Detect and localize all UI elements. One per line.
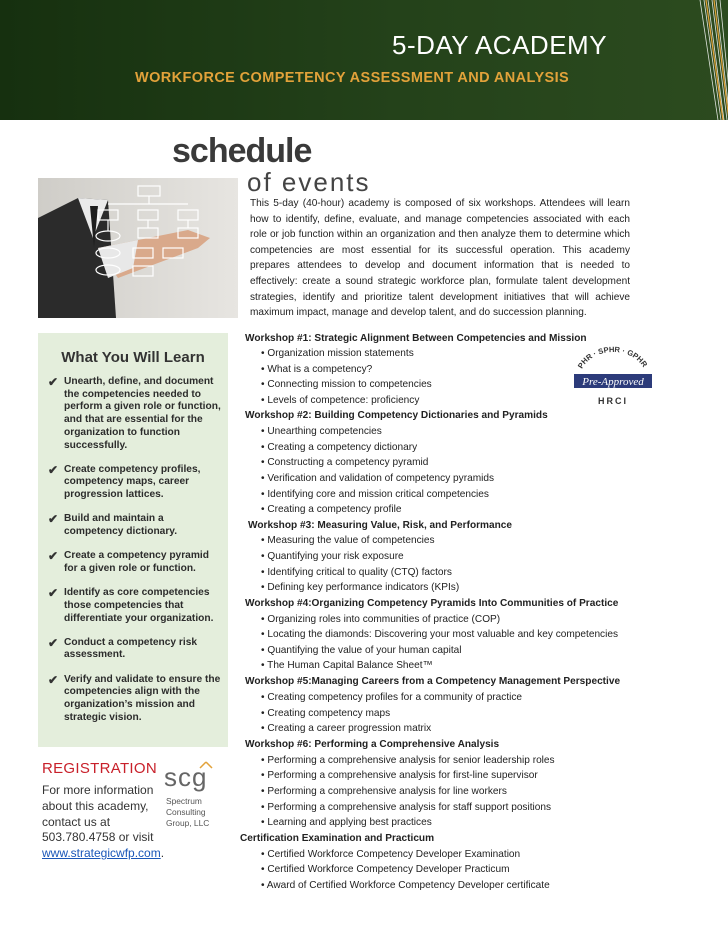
hrci-pre-approved-badge [570, 344, 656, 414]
workshop-2-title: Workshop #2: Building Competency Dictionaries and Pyramids [245, 410, 548, 421]
badge-stamp-text: Pre-Approved [582, 376, 644, 388]
header-stripes-decoration [608, 0, 728, 120]
schedule-heading: schedule [172, 132, 312, 170]
list-item: • Creating a competency dictionary [261, 442, 418, 453]
learn-item: ✔ Build and maintain a competency dictionary. [48, 512, 178, 538]
list-item: • Creating competency maps [261, 708, 391, 719]
learn-item: ✔ Create competency profiles, competency maps, career progression lattices. [48, 462, 201, 501]
list-item: • Organization mission statements [261, 348, 414, 359]
header-band [0, 0, 728, 120]
academy-title: 5-DAY ACADEMY [392, 30, 608, 60]
checkmark-icon: ✔ [48, 672, 59, 687]
learn-box [38, 333, 228, 747]
list-item: • Locating the diamonds: Discovering your most valuable and key competencies [261, 629, 619, 640]
scg-logo: scg Spectrum Consulting Group, LLC [164, 762, 234, 832]
list-item: • Quantifying your risk exposure [261, 551, 404, 562]
workshop-4-title: Workshop #4:Organizing Competency Pyramids Into Communities of Practice [245, 598, 619, 609]
workshop-3-title: Workshop #3: Measuring Value, Risk, and Performance [248, 520, 513, 531]
checkmark-icon: ✔ [48, 635, 59, 650]
list-item: • Certified Workforce Competency Developer Examination [261, 849, 521, 860]
list-item: • What is a competency? [261, 364, 373, 375]
badge-bottom-text: HRCI [598, 396, 628, 406]
checkmark-icon: ✔ [48, 549, 59, 564]
list-item: • Creating a competency profile [261, 504, 402, 515]
badge-arc-text: PHR · SPHR · GPHR [575, 344, 650, 371]
list-item: • Constructing a competency pyramid [261, 457, 429, 468]
list-item: • Unearthing competencies [261, 426, 382, 437]
list-item: • The Human Capital Balance Sheet™ [261, 660, 433, 671]
list-item: • Identifying core and mission critical competencies [261, 489, 489, 500]
certification-title: Certification Examination and Practicum [240, 833, 435, 844]
list-item: • Creating competency profiles for a community of practice [261, 692, 523, 703]
learn-item: ✔ Unearth, define, and document the competencies needed to perform a given role or function, and that are essential for the organization to function successfully. [48, 375, 221, 451]
list-item: • Identifying critical to quality (CTQ) factors [261, 567, 452, 578]
list-item: • Quantifying the value of your human capital [261, 645, 462, 656]
list-item: • Performing a comprehensive analysis for staff support positions [261, 802, 552, 813]
intro-paragraph: This 5-day (40-hour) academy is composed of six workshops. Attendees will learn how to identify, define, evaluate, and manage competencies associated with each role or job function within an organization and then analyze them to determine which competencies are most essential for its successful operation. This academy prepares attendees to develop and document information that is needed to effectively: create a sound strategic workforce plan, formulate talent development strategies, identify and prioritize talent development initiatives that will achieve maximum impact, manage and develop talent, and do succession planning. [250, 198, 630, 319]
list-item: • Measuring the value of competencies [261, 535, 435, 546]
learn-title: What You Will Learn [61, 349, 205, 366]
list-item: • Performing a comprehensive analysis for senior leadership roles [261, 755, 555, 766]
checkmark-icon: ✔ [48, 586, 59, 601]
learn-item: ✔ Conduct a competency risk assessment. [48, 635, 198, 661]
checkmark-icon: ✔ [48, 512, 59, 527]
scg-logo-text: scg [164, 762, 208, 792]
list-item: • Levels of competence: proficiency [261, 395, 420, 406]
list-item: • Creating a career progression matrix [261, 723, 432, 734]
list-item: • Verification and validation of competency pyramids [261, 473, 495, 484]
learn-item: ✔ Identify as core competencies those competencies that differentiate your organization. [48, 586, 214, 624]
list-item: • Defining key performance indicators (KPIs) [261, 582, 460, 593]
list-item: • Learning and applying best practices [261, 817, 432, 828]
list-item: • Performing a comprehensive analysis for line workers [261, 786, 507, 797]
list-item: • Award of Certified Workforce Competency Developer certificate [261, 880, 550, 891]
learn-item: ✔ Create a competency pyramid for a given role or function. [48, 549, 209, 574]
workshop-5-title: Workshop #5:Managing Careers from a Competency Management Perspective [245, 676, 621, 687]
workshop-6-title: Workshop #6: Performing a Comprehensive Analysis [245, 739, 500, 750]
workshop-1-title: Workshop #1: Strategic Alignment Between Competencies and Mission [245, 333, 587, 344]
list-item: • Connecting mission to competencies [261, 379, 432, 390]
registration-text: For more information about this academy, contact us at 503.780.4758 or visit www.strategicwfp.com. [42, 783, 165, 861]
website-link[interactable]: www.strategicwfp.com [42, 846, 161, 861]
list-item: • Certified Workforce Competency Developer Practicum [261, 864, 510, 875]
learn-item: ✔ Verify and validate to ensure the competencies align with the organization’s mission and strategic vision. [48, 672, 221, 723]
businessman-photo [38, 178, 238, 318]
list-item: • Performing a comprehensive analysis for first-line supervisor [261, 770, 538, 781]
list-item: • Organizing roles into communities of practice (COP) [261, 614, 501, 625]
of-events-heading: of events [247, 167, 371, 197]
registration-title: REGISTRATION [42, 760, 157, 777]
learn-list [48, 376, 224, 736]
academy-subtitle: WORKFORCE COMPETENCY ASSESSMENT AND ANALYSIS [135, 70, 570, 86]
checkmark-icon: ✔ [48, 462, 59, 477]
checkmark-icon: ✔ [48, 375, 59, 389]
